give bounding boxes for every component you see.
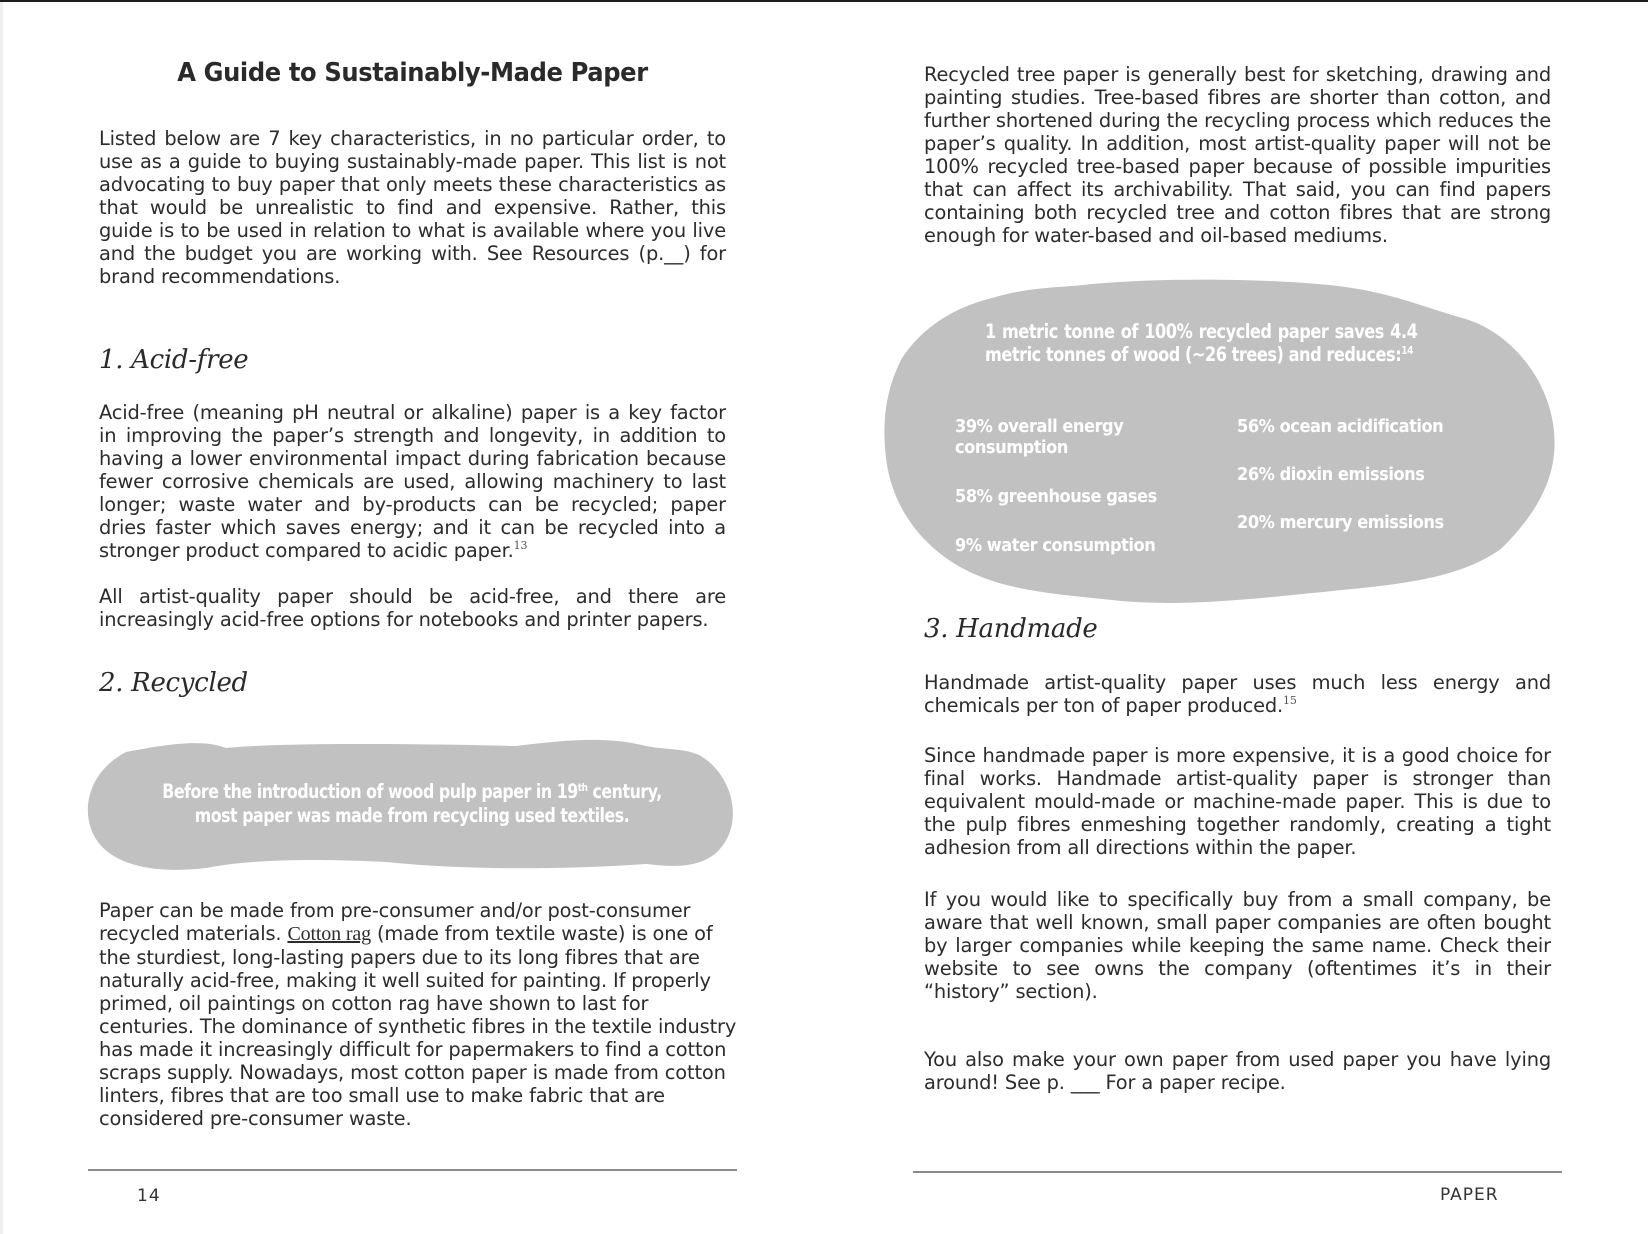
callout-line-1-end: century, xyxy=(587,780,662,803)
intro-paragraph: Listed below are 7 key characteristics, in no particular order, to use as a guide to buying sustainably-made paper. This list is not advocating to buy paper that only meets these characteristics as that would be unrealistic to find and expensive. Rather, this guide is to be used in relation to what is available where you live and the budget you are working with. See Resources (p.__) for brand recommendations. xyxy=(99,127,726,288)
footer-rule-right xyxy=(913,1171,1562,1173)
stat-dioxin: 26% dioxin emissions xyxy=(1237,464,1425,485)
page-title: A Guide to Sustainably-Made Paper xyxy=(177,58,648,88)
running-footer-label: PAPER xyxy=(1440,1185,1499,1205)
callout-line-2: most paper was made from recycling used textiles. xyxy=(194,804,630,827)
footnote-ref[interactable]: 15 xyxy=(1283,694,1297,707)
handmade-paragraph-1 xyxy=(924,671,1551,717)
window-left-edge xyxy=(0,2,3,1234)
callout-blob-textiles xyxy=(86,738,738,873)
handmade-paragraph-3: If you would like to specifically buy from a small company, be aware that well known, small paper companies are often bought by larger companies while keeping the same name. Check their website to see owns the company (oftentimes it’s in their “history” section). xyxy=(924,888,1551,1003)
callout-superscript: th xyxy=(577,781,588,794)
handmade-paragraph-4: You also make your own paper from used paper you have lying around! See p. ___ For a paper recipe. xyxy=(924,1048,1551,1094)
acid-free-text: Acid-free (meaning pH neutral or alkaline) paper is a key factor in improving the paper’s strength and longevity, in addition to having a lower environmental impact during fabrication because fewer corrosive chemicals are used, allowing machinery to last longer; waste water and by-products can be recycled; paper dries faster which saves energy; and it can be recycled into a stronger product compared to acidic paper. xyxy=(99,401,726,562)
acid-free-paragraph-2: All artist-quality paper should be acid-free, and there are increasingly acid-free options for notebooks and printer papers. xyxy=(99,585,726,631)
recycled-text-start: Paper can be made from pre-consumer and/or post-consumer recycled materials. xyxy=(99,899,691,945)
stat-water: 9% water consumption xyxy=(955,535,1156,556)
stat-ocean: 56% ocean acidification xyxy=(1237,416,1444,437)
page-number: 14 xyxy=(137,1186,161,1206)
callout-line-1: Before the introduction of wood pulp paper in 19 xyxy=(162,780,578,803)
cotton-rag-link[interactable]: Cotton rag xyxy=(287,923,371,945)
handmade-text: Handmade artist-quality paper uses much less energy and chemicals per ton of paper produced. xyxy=(924,671,1551,717)
callout-headline-text: 1 metric tonne of 100% recycled paper saves 4.4 metric tonnes of wood (~26 trees) and reduces: xyxy=(985,320,1418,366)
section-heading-handmade: 3. Handmade xyxy=(924,614,1098,644)
footnote-ref[interactable]: 14 xyxy=(1401,344,1413,357)
callout-headline xyxy=(985,320,1417,366)
callout-text-textiles xyxy=(119,780,706,828)
acid-free-paragraph xyxy=(99,401,726,562)
stat-mercury: 20% mercury emissions xyxy=(1237,512,1444,533)
section-heading-recycled: 2. Recycled xyxy=(99,668,248,698)
footnote-ref[interactable]: 13 xyxy=(513,539,528,552)
window-top-border xyxy=(0,0,1648,2)
handmade-paragraph-2: Since handmade paper is more expensive, it is a good choice for final works. Handmade artist-quality paper is stronger than equivalent mould-made or machine-made paper. This is due to the pulp fibres enmeshing together randomly, creating a tight adhesion from all directions within the paper. xyxy=(924,744,1551,859)
recycled-paragraph xyxy=(99,899,739,1130)
footer-rule-left xyxy=(88,1169,737,1171)
recycled-text-end: (made from textile waste) is one of the sturdiest, long-lasting papers due to its long fibres that are naturally acid-free, making it well suited for painting. If properly primed, oil paintings on cotton rag have shown to last for centuries. The dominance of synthetic fibres in the textile industry has made it increasingly difficult for papermakers to find a cotton scraps supply. Nowadays, most cotton paper is made from cotton linters, fibres that are too small use to make fabric that are considered pre-consumer waste. xyxy=(99,922,737,1130)
recycled-tree-paragraph: Recycled tree paper is generally best for sketching, drawing and painting studies. Tree-based fibres are shorter than cotton, and further shortened during the recycling process which reduces the paper’s quality. In addition, most artist-quality paper will not be 100% recycled tree-based paper because of possible impurities that can affect its archivability. That said, you can find papers containing both recycled tree and cotton fibres that are strong enough for water-based and oil-based mediums. xyxy=(924,63,1551,247)
stat-greenhouse: 58% greenhouse gases xyxy=(955,486,1157,507)
callout-blob-recycled-stats xyxy=(882,278,1558,606)
section-heading-acid-free: 1. Acid-free xyxy=(99,345,249,375)
stat-energy: 39% overall energy consumption xyxy=(955,416,1124,458)
